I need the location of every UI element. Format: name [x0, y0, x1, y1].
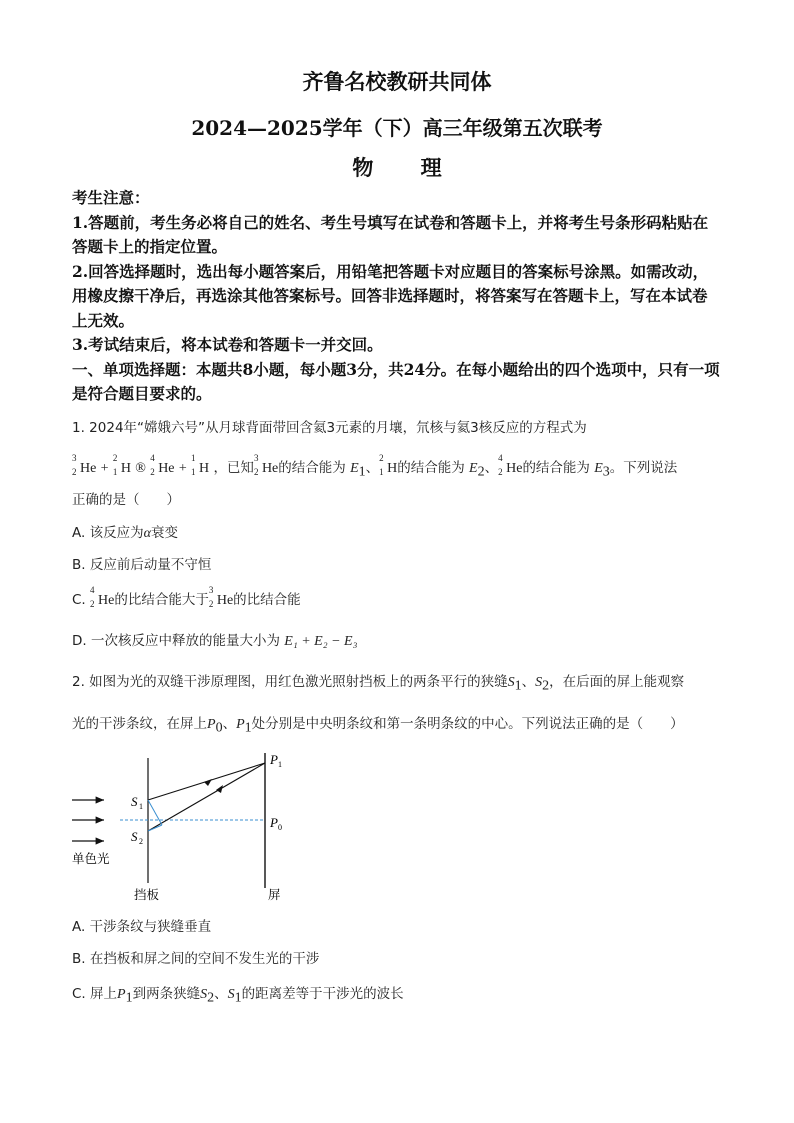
q1-equation-line: 3 2 He + 2 1 H ® 4 2 He + 1 1 H ，已知 3 2 He的结合能为 $E_1$、 2 1 H的结合能为 $E_2$、 4 2 He的结合能为 $E_3$。下列说法 — [72, 453, 678, 480]
fig-label-light: 单色光 — [72, 852, 110, 866]
subject-title: 物 理 — [352, 155, 462, 180]
fig-label-p1-sub: 1 — [278, 760, 282, 769]
path-diff-line — [148, 825, 162, 831]
exam-title: 2024—2025学年（下）高三年级第五次联考 — [191, 116, 603, 140]
q2-option-b: B. 在挡板和屏之间的空间不发生光的干涉 — [72, 951, 320, 967]
double-slit-figure — [64, 748, 304, 908]
fig-label-p1: P — [270, 752, 278, 767]
notice-item-2: 2.回答选择题时，选出每小题答案后，用铅笔把答题卡对应题目的答案标号涂黑。如需改动，用橡皮擦干净后，再选涂其他答案标号。回答非选择题时，将答案写在答题卡上，写在本试卷上无效。 — [72, 261, 709, 330]
fig-label-p0-sub: 0 — [278, 823, 282, 832]
q2-stem-line1: 2. 如图为光的双缝干涉原理图，用红色激光照射挡板上的两条平行的狭缝$S_1$、$S_2$，在后面的屏上能观察 — [72, 674, 685, 694]
fig-label-s1-sub: 1 — [139, 802, 143, 811]
q1-option-c: C. 4 2 He的比结合能大于 3 2 He的比结合能 — [72, 585, 301, 609]
fig-label-p0: P — [270, 815, 278, 830]
q1-option-d: D. 一次核反应中释放的能量大小为 E₁ + E₂ − E₃ — [72, 633, 358, 649]
q1-option-b: B. 反应前后动量不守恒 — [72, 557, 212, 573]
notice-heading: 考生注意： — [72, 188, 150, 207]
path-diff-line — [148, 800, 162, 825]
q1-option-a: A. 该反应为α衰变 — [72, 525, 178, 541]
ray-arrow-icon — [204, 779, 212, 786]
q2-option-c: C. 屏上$P_1$到两条狭缝$S_2$、$S_1$的距离差等于干涉光的波长 — [72, 986, 404, 1006]
notice-block — [72, 186, 722, 407]
q1-stem-line1: 1. 2024年“嫦娥六号”从月球背面带回含氦3元素的月壤，氘核与氦3核反应的方程式为 — [72, 420, 587, 436]
q1-stem-line3: 正确的是（ ） — [72, 492, 180, 508]
q2-stem-line2: 光的干涉条纹，在屏上$P_0$、$P_1$处分别是中央明条纹和第一条明条纹的中心。下列说法正确的是（ ） — [72, 716, 684, 736]
fig-label-s2-sub: 2 — [139, 837, 143, 846]
section-heading: 一、单项选择题：本题共8小题，每小题3分，共24分。在每小题给出的四个选项中，只有一项是符合题目要求的。 — [72, 359, 720, 403]
fig-label-screen: 屏 — [268, 888, 281, 902]
notice-item-3: 3.考试结束后，将本试卷和答题卡一并交回。 — [72, 335, 383, 354]
ray-arrow-icon — [216, 785, 223, 793]
ray-s2 — [148, 763, 265, 831]
fig-label-s1: S — [131, 794, 138, 809]
school-title: 齐鲁名校教研共同体 — [302, 69, 492, 94]
fig-label-plate: 挡板 — [134, 888, 160, 902]
fig-label-s2: S — [131, 829, 138, 844]
q2-option-a: A. 干涉条纹与狭缝垂直 — [72, 919, 212, 935]
notice-item-1: 1.答题前，考生务必将自己的姓名、考生号填写在试卷和答题卡上，并将考生号条形码粘贴在答题卡上的指定位置。 — [72, 212, 709, 256]
